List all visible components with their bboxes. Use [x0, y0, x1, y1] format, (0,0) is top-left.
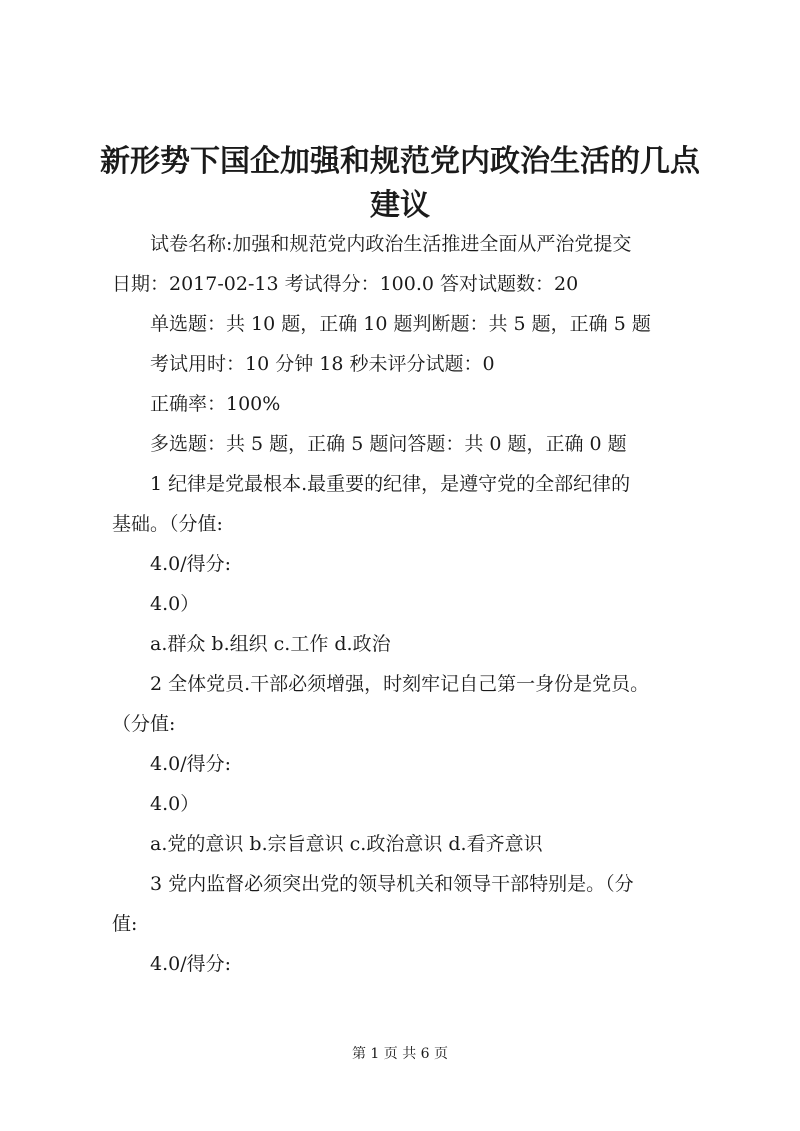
question-1-text-cont: 基础。（分值:	[112, 513, 223, 535]
document-title	[100, 140, 700, 228]
title-line-2: 建议	[370, 188, 430, 223]
multi-choice-summary: 多选题：共 5 题，正确 5 题问答题：共 0 题，正确 0 题	[150, 433, 627, 455]
exam-name-line: 试卷名称:加强和规范党内政治生活推进全面从严治党提交	[150, 233, 632, 255]
page-number: 第 1 页 共 6 页	[351, 1046, 449, 1062]
title-line-1: 新形势下国企加强和规范党内政治生活的几点	[100, 144, 700, 179]
question-2-score: 4.0/得分:	[150, 753, 232, 775]
question-3-text-cont: 值:	[112, 913, 138, 935]
question-2-options: a.党的意识 b.宗旨意识 c.政治意识 d.看齐意识	[150, 833, 543, 855]
document-body	[112, 224, 712, 984]
question-3-score: 4.0/得分:	[150, 953, 232, 975]
question-2-score-value: 4.0）	[150, 793, 200, 815]
question-1-score-value: 4.0）	[150, 593, 200, 615]
page-footer	[0, 1044, 800, 1064]
single-choice-summary: 单选题：共 10 题，正确 10 题判断题：共 5 题，正确 5 题	[150, 313, 651, 335]
exam-date-score-line: 日期：2017-02-13 考试得分：100.0 答对试题数：20	[112, 273, 579, 295]
accuracy-rate: 正确率：100%	[150, 393, 281, 415]
question-3-text: 3 党内监督必须突出党的领导机关和领导干部特别是。（分	[150, 873, 634, 895]
question-1-options: a.群众 b.组织 c.工作 d.政治	[150, 633, 391, 655]
exam-time-summary: 考试用时：10 分钟 18 秒未评分试题：0	[150, 353, 495, 375]
question-2-text: 2 全体党员.干部必须增强，时刻牢记自己第一身份是党员。	[150, 673, 650, 695]
question-1-score: 4.0/得分:	[150, 553, 232, 575]
question-1-text: 1 纪律是党最根本.最重要的纪律，是遵守党的全部纪律的	[150, 473, 631, 495]
question-2-text-cont: （分值:	[112, 713, 176, 735]
